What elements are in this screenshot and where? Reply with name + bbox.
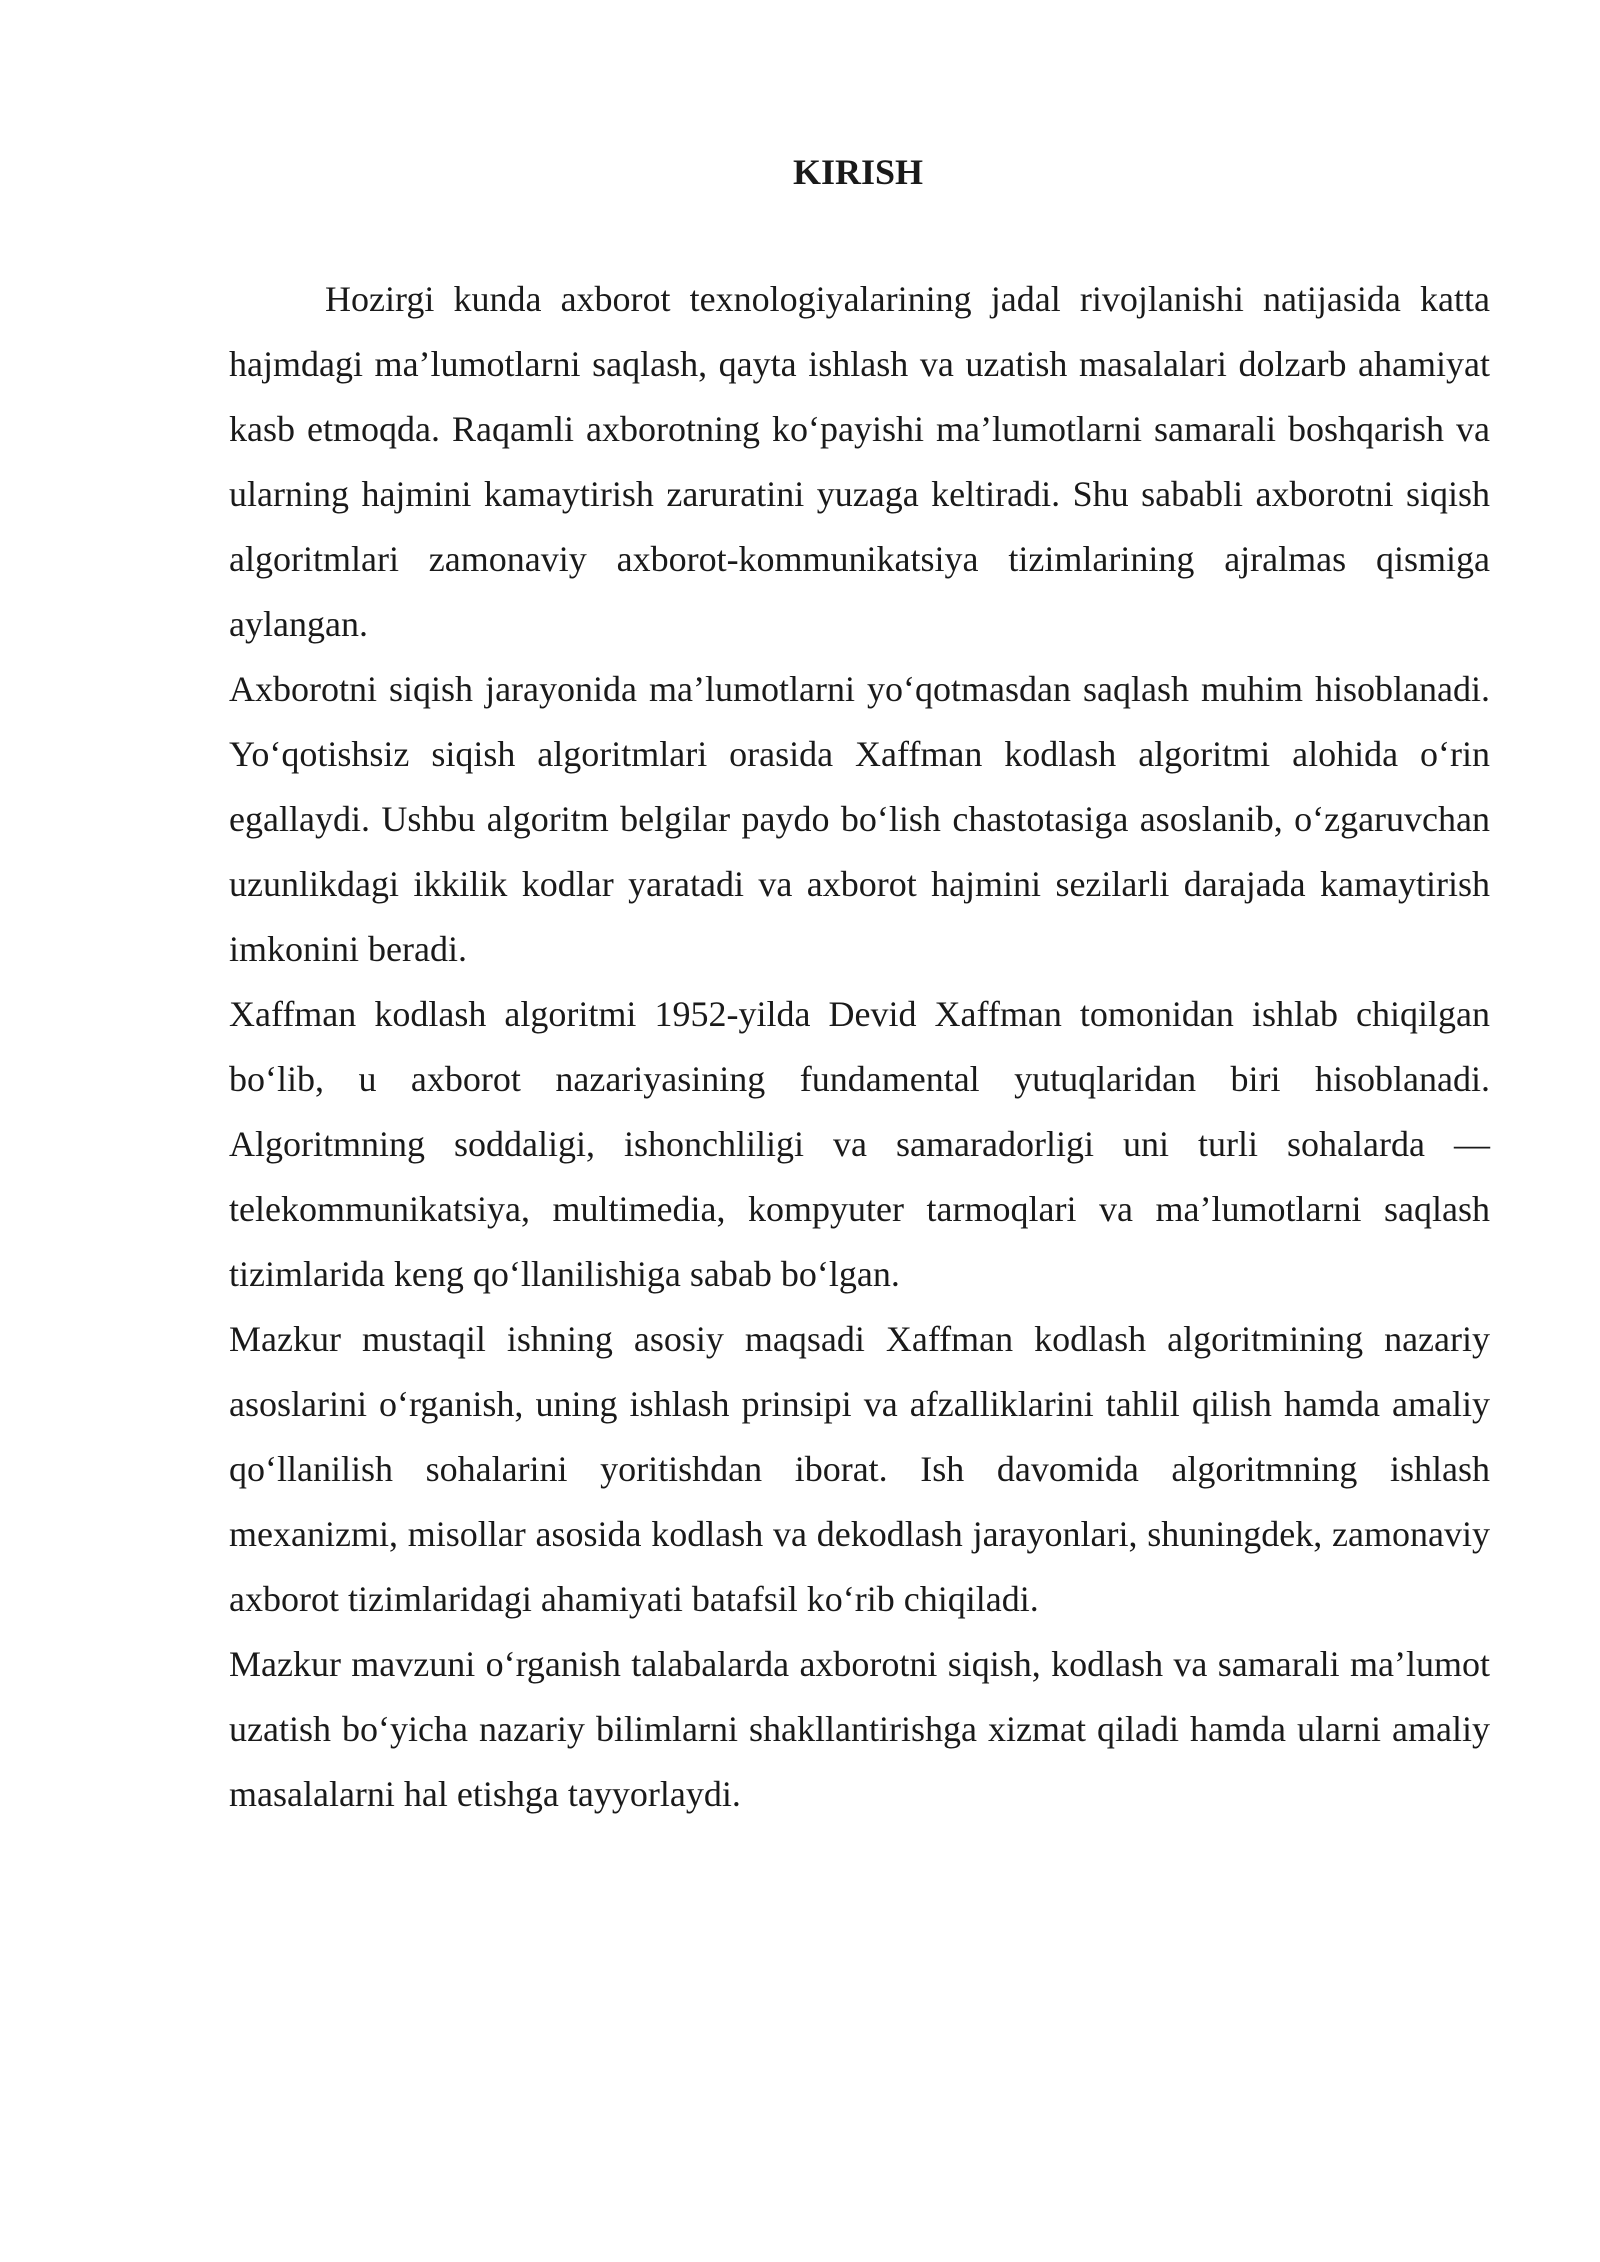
paragraph-2: Axborotni siqish jarayonida ma’lumotlarni yo‘qotmasdan saqlash muhim hisoblanadi. Yo‘qotishsiz siqish algoritmlari orasida Xaffman kodlash algoritmi alohida o‘rin egallaydi. Ushbu algoritm belgilar paydo bo‘lish chastotasiga asoslanib, o‘zgaruvchan uzunlikdagi ikkilik kodlar yaratadi va axborot hajmini sezilarli darajada kamaytirish imkonini beradi. [229,669,1490,969]
paragraph-5: Mazkur mavzuni o‘rganish talabalarda axborotni siqish, kodlash va samarali ma’lumot uzatish bo‘yicha nazariy bilimlarni shakllantirishga xizmat qiladi hamda ularni amaliy masalalarni hal etishga tayyorlaydi. [229,1644,1490,1814]
paragraph-1: Hozirgi kunda axborot texnologiyalarining jadal rivojlanishi natijasida katta hajmdagi ma’lumotlarni saqlash, qayta ishlash va uzatish masalalari dolzarb ahamiyat kasb etmoqda. Raqamli axborotning ko‘payishi ma’lumotlarni samarali boshqarish va ularning hajmini kamaytirish zaruratini yuzaga keltiradi. Shu sababli axborotni siqish algoritmlari zamonaviy axborot-kommunikatsiya tizimlarining ajralmas qismiga aylangan. [229,279,1490,644]
paragraph-4: Mazkur mustaqil ishning asosiy maqsadi Xaffman kodlash algoritmining nazariy asoslarini o‘rganish, uning ishlash prinsipi va afzalliklarini tahlil qilish hamda amaliy qo‘llanilish sohalarini yoritishdan iborat. Ish davomida algoritmning ishlash mexanizmi, misollar asosida kodlash va dekodlash jarayonlari, shuningdek, zamonaviy axborot tizimlaridagi ahamiyati batafsil ko‘rib chiqiladi. [229,1319,1490,1619]
page-title: KIRISH [792,152,924,192]
document-body [229,267,1490,1827]
paragraph-3: Xaffman kodlash algoritmi 1952-yilda Devid Xaffman tomonidan ishlab chiqilgan bo‘lib, u axborot nazariyasining fundamental yutuqlaridan biri hisoblanadi. Algoritmning soddaligi, ishonchliligi va samaradorligi uni turli sohalarda — telekommunikatsiya, multimedia, kompyuter tarmoqlari va ma’lumotlarni saqlash tizimlarida keng qo‘llanilishiga sabab bo‘lgan. [229,994,1490,1294]
